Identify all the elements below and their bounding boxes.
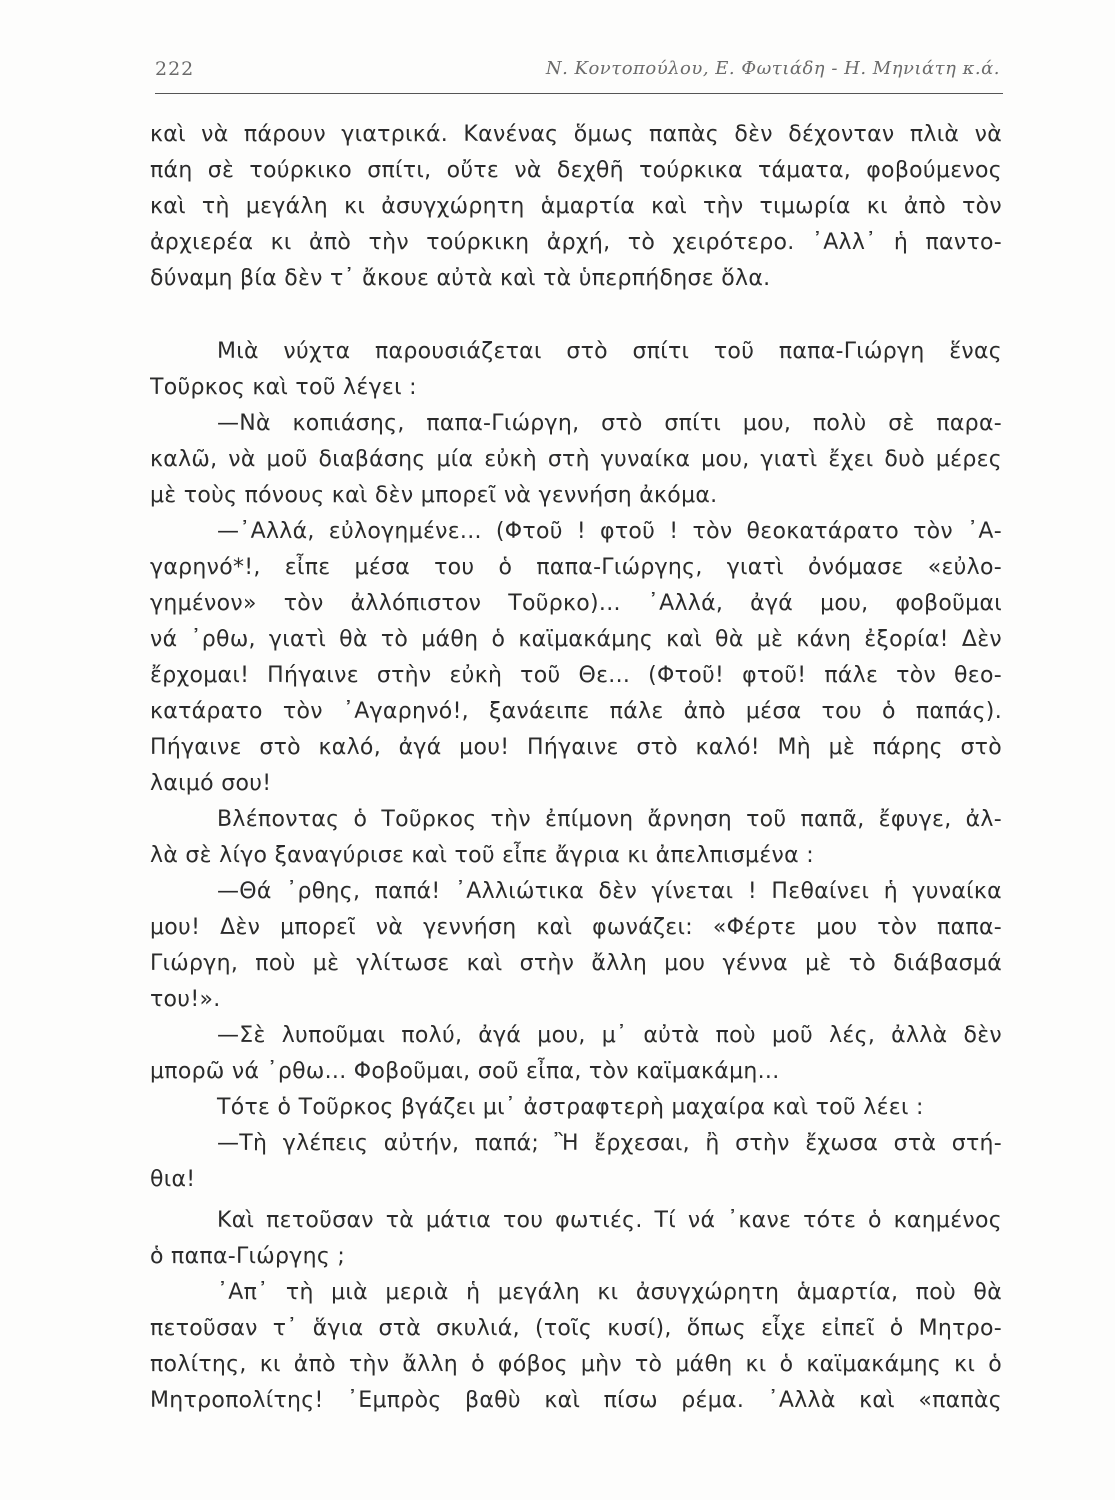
text-line: κατάρατο τὸν ᾽Αγαρηνό!, ξανάειπε πάλε ἀπὸ μέσα του ὁ παπάς). bbox=[150, 699, 1002, 724]
text-line: γημένον» τὸν ἀλλόπιστον Τοῦρκο)... ᾽Αλλά, ἀγά μου, φοβοῦμαι bbox=[150, 591, 1002, 616]
paragraph bbox=[150, 514, 1002, 802]
paragraph bbox=[150, 1090, 1002, 1126]
text-line: —Τὴ γλέπεις αὐτήν, παπά; Ἢ ἔρχεσαι, ἢ στὴν ἔχωσα στὰ στή- bbox=[217, 1131, 1002, 1156]
text-line: πάη σὲ τούρκικο σπίτι, οὔτε νὰ δεχθῆ τούρκικα τάματα, φοβούμενος bbox=[150, 158, 1002, 183]
page-number: 222 bbox=[155, 58, 195, 80]
paragraph bbox=[150, 802, 1002, 874]
text-line: Βλέποντας ὁ Τοῦρκος τὴν ἐπίμονη ἄρνηση τοῦ παπᾶ, ἔφυγε, ἀλ- bbox=[217, 807, 1002, 832]
paragraph bbox=[150, 1126, 1002, 1198]
text-line: Μητροπολίτης! ᾽Εμπρὸς βαθὺ καὶ πίσω ρέμα. ᾽Αλλὰ καὶ «παπὰς bbox=[150, 1388, 1002, 1413]
paragraph bbox=[150, 334, 1002, 406]
paragraph bbox=[150, 1018, 1002, 1090]
text-line: μου! Δὲν μπορεῖ νὰ γεννήση καὶ φωνάζει: «Φέρτε μου τὸν παπα- bbox=[150, 915, 1002, 940]
text-line: —Σὲ λυποῦμαι πολύ, ἀγά μου, μ᾽ αὐτὰ ποὺ μοῦ λές, ἀλλὰ δὲν bbox=[217, 1023, 1002, 1048]
text-line: Μιὰ νύχτα παρουσιάζεται στὸ σπίτι τοῦ παπα-Γιώργη ἕνας bbox=[217, 339, 1002, 364]
text-line: του!». bbox=[150, 987, 221, 1012]
text-line: μπορῶ νά ᾽ρθω... Φοβοῦμαι, σοῦ εἶπα, τὸν καϊμακάμη... bbox=[150, 1059, 780, 1084]
paragraph bbox=[150, 117, 1002, 297]
text-line: δύναμη βία δὲν τ᾽ ἄκουε αὐτὰ καὶ τὰ ὑπερπήδησε ὅλα. bbox=[150, 266, 771, 291]
paragraph-gap bbox=[150, 297, 1002, 334]
text-line: Καὶ πετοῦσαν τὰ μάτια του φωτιές. Τί νά ᾽κανε τότε ὁ καημένος bbox=[217, 1208, 1002, 1233]
text-line: —᾽Αλλά, εὐλογημένε... (Φτοῦ ! φτοῦ ! τὸν θεοκατάρατο τὸν ᾽Α- bbox=[217, 519, 1002, 544]
text-line: ἀρχιερέα κι ἀπὸ τὴν τούρκικη ἀρχή, τὸ χειρότερο. ᾽Αλλ᾽ ἡ παντο- bbox=[150, 230, 1002, 255]
text-line: καὶ νὰ πάρουν γιατρικά. Κανένας ὅμως παπὰς δὲν δέχονταν πλιὰ νὰ bbox=[150, 122, 1002, 147]
text-line: ᾽Απ᾽ τὴ μιὰ μεριὰ ἡ μεγάλη κι ἀσυγχώρητη ἁμαρτία, ποὺ θὰ bbox=[217, 1280, 1002, 1305]
header-rule bbox=[155, 93, 1003, 94]
page-header bbox=[155, 52, 1000, 92]
text-line: λὰ σὲ λίγο ξαναγύρισε καὶ τοῦ εἶπε ἄγρια κι ἀπελπισμένα : bbox=[150, 843, 814, 868]
text-line: ἔρχομαι! Πήγαινε στὴν εὐκὴ τοῦ Θε... (Φτοῦ! φτοῦ! πάλε τὸν θεο- bbox=[150, 663, 1002, 688]
paragraph bbox=[150, 406, 1002, 514]
text-line: Πήγαινε στὸ καλό, ἀγά μου! Πήγαινε στὸ καλό! Μὴ μὲ πάρης στὸ bbox=[150, 735, 1002, 760]
text-line: πολίτης, κι ἀπὸ τὴν ἄλλη ὁ φόβος μὴν τὸ μάθη κι ὁ καϊμακάμης κι ὁ bbox=[150, 1352, 1002, 1377]
text-line: μὲ τοὺς πόνους καὶ δὲν μπορεῖ νὰ γεννήση ἀκόμα. bbox=[150, 483, 718, 508]
paragraph bbox=[150, 1275, 1002, 1419]
text-line: καὶ τὴ μεγάλη κι ἀσυγχώρητη ἁμαρτία καὶ τὴν τιμωρία κι ἀπὸ τὸν bbox=[150, 194, 1002, 219]
text-line: —Θά ᾽ρθης, παπά! ᾽Αλλιώτικα δὲν γίνεται ! Πεθαίνει ἡ γυναίκα bbox=[217, 879, 1002, 904]
paragraph bbox=[150, 1203, 1002, 1275]
running-title: Ν. Κοντοπούλου, Ε. Φωτιάδη - Η. Μηνιάτη κ.ά. bbox=[545, 58, 1000, 79]
text-line: καλῶ, νὰ μοῦ διαβάσης μία εὐκὴ στὴ γυναίκα μου, γιατὶ ἔχει δυὸ μέρες bbox=[150, 447, 1002, 472]
text-line: Τότε ὁ Τοῦρκος βγάζει μι᾽ ἀστραφτερὴ μαχαίρα καὶ τοῦ λέει : bbox=[217, 1095, 924, 1120]
text-line: —Νὰ κοπιάσης, παπα-Γιώργη, στὸ σπίτι μου, πολὺ σὲ παρα- bbox=[217, 411, 1002, 436]
text-line: ὁ παπα-Γιώργης ; bbox=[150, 1244, 346, 1269]
text-line: λαιμό σου! bbox=[150, 771, 272, 796]
body-text bbox=[150, 117, 1002, 1419]
text-line: Γιώργη, ποὺ μὲ γλίτωσε καὶ στὴν ἄλλη μου γέννα μὲ τὸ διάβασμά bbox=[150, 951, 1002, 976]
paragraph bbox=[150, 874, 1002, 1018]
text-line: Τοῦρκος καὶ τοῦ λέγει : bbox=[150, 375, 417, 400]
text-line: θια! bbox=[150, 1167, 196, 1192]
text-line: νά ᾽ρθω, γιατὶ θὰ τὸ μάθη ὁ καϊμακάμης καὶ θὰ μὲ κάνη ἐξορία! Δὲν bbox=[150, 627, 1002, 652]
text-line: γαρηνό*!, εἶπε μέσα του ὁ παπα-Γιώργης, γιατὶ ὀνόμασε «εὐλο- bbox=[150, 555, 1002, 580]
text-line: πετοῦσαν τ᾽ ἅγια στὰ σκυλιά, (τοῖς κυσί), ὅπως εἶχε εἰπεῖ ὁ Μητρο- bbox=[150, 1316, 1002, 1341]
